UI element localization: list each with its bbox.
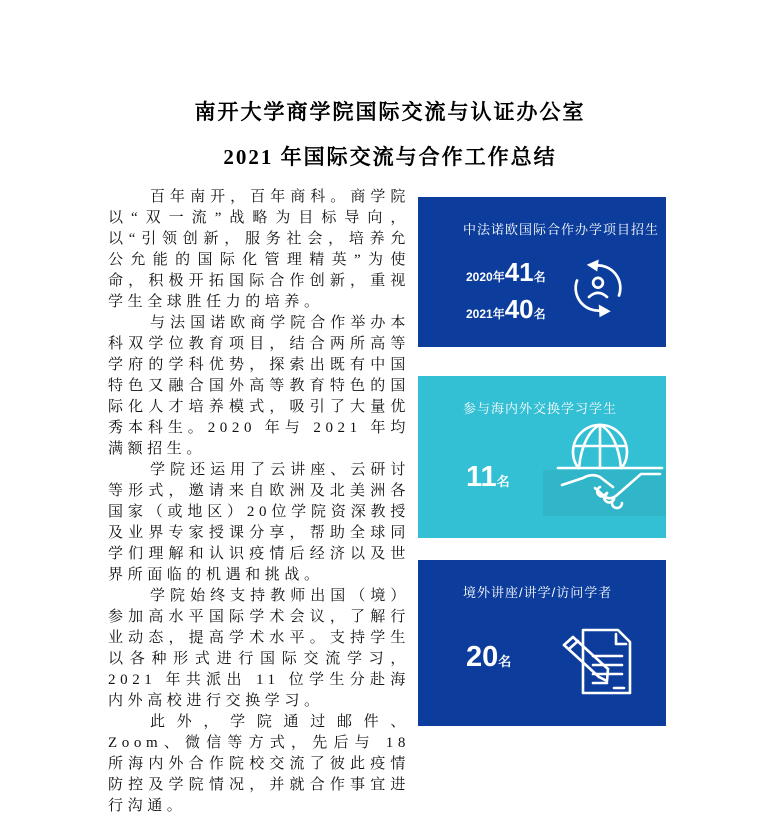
card-sino-french-enrollment	[418, 197, 666, 347]
paragraph-exchange: 学院始终支持教师出国（境）参加高水平国际学术会议，了解行业动态，提高学术水平。支持学生以各种形式进行国际交流学习，2021 年共派出 11 位学生分赴海内外高校进行交换学习。	[108, 588, 410, 709]
stat-suffix: 名	[496, 474, 510, 489]
stat-suffix: 名	[533, 270, 546, 284]
stat-suffix: 名	[533, 307, 546, 321]
stat-prefix: 2021年	[466, 307, 505, 321]
stat-suffix: 名	[498, 654, 512, 669]
stat-value: 20	[466, 641, 499, 673]
paragraph-dual-degree: 与法国诺欧商学院合作举办本科双学位教育项目，结合两所高等学府的学科优势，探索出既有中国特色又融合国外高等教育特色的国际化人才培养模式，吸引了大量优秀本科生。2020 年与 2021 年均满额招生。	[108, 315, 410, 457]
stat-exchange-students	[466, 463, 510, 492]
stat-2021-enrollment	[466, 296, 546, 322]
infographic-cards	[418, 197, 666, 726]
card-exchange-students	[418, 376, 666, 538]
exchange-person-icon	[562, 252, 634, 324]
stat-prefix: 2020年	[466, 270, 505, 284]
stat-value: 40	[504, 294, 534, 324]
paragraph-communication: 此外，学院通过邮件、Zoom、微信等方式，先后与 18 所海内外合作院校交流了彼此疫情防控及学院情况，并就合作事宜进行沟通。	[108, 714, 410, 814]
doc-title-line1: 南开大学商学院国际交流与认证办公室	[194, 100, 586, 124]
paragraph-cloud-lectures: 学院还运用了云讲座、云研讨等形式，邀请来自欧洲及北美洲各国家（或地区）20位学院资深教授及业界专家授课分享，帮助全球同学们理解和认识疫情后经济以及世界所面临的机遇和挑战。	[108, 462, 410, 583]
document-pencil-icon	[560, 618, 640, 698]
stat-visiting-scholars	[466, 643, 511, 672]
globe-handshake-icon	[556, 408, 666, 520]
doc-title-line2: 2021 年国际交流与合作工作总结	[223, 145, 557, 169]
card-title: 境外讲座/讲学/访问学者	[463, 585, 613, 600]
card-visiting-scholars	[418, 560, 666, 726]
paragraph-intro: 百年南开，百年商科。商学院以“双一流”战略为目标导向，以“引领创新，服务社会，培养允公允能的国际化管理精英”为使命，积极开拓国际合作创新，重视学生全球胜任力的培养。	[108, 189, 410, 310]
stat-2020-enrollment	[466, 259, 546, 285]
article-body	[108, 187, 410, 817]
card-title: 中法诺欧国际合作办学项目招生	[463, 222, 660, 237]
stat-value: 41	[504, 257, 534, 287]
stat-value: 11	[466, 461, 497, 493]
card-title: 参与海内外交换学习学生	[463, 401, 618, 416]
